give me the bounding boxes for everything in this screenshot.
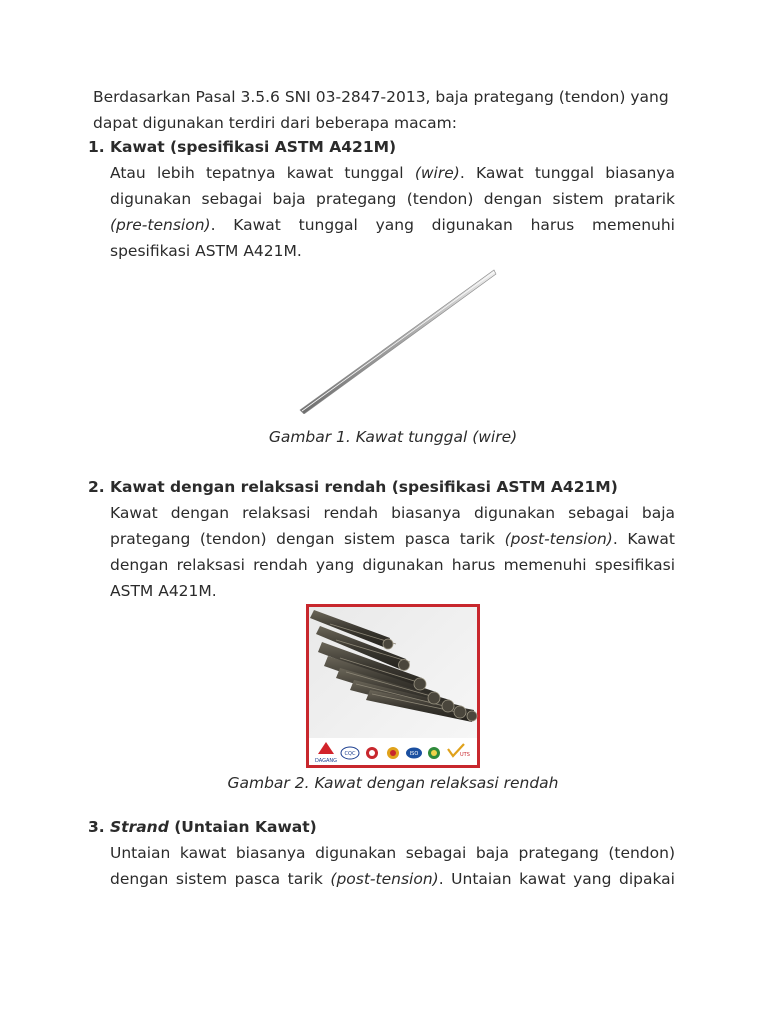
intro-line-1: Berdasarkan Pasal 3.5.6 SNI 03-2847-2013, baja prategang (tendon) yang	[93, 88, 669, 106]
section-3-heading	[88, 814, 317, 840]
iso-logo-icon	[406, 748, 422, 759]
section-1-paragraph	[110, 160, 675, 264]
low-relaxation-wire-image	[306, 604, 480, 768]
section-2-heading	[88, 474, 618, 500]
section-2-paragraph	[110, 500, 675, 604]
section-3-title-italic: Strand	[110, 818, 169, 836]
single-wire-image	[298, 268, 498, 414]
red-seal-icon	[366, 747, 378, 759]
section-1-line-2: digunakan sebagai baja prategang (tendon) dengan sistem pratarik	[110, 190, 675, 208]
section-3-title-rest: (Untaian Kawat)	[168, 818, 317, 836]
gold-seal-icon	[387, 747, 399, 759]
section-1-number: 1.	[88, 138, 105, 156]
section-2-number: 2.	[88, 478, 105, 496]
section-3-paragraph	[110, 840, 675, 892]
svg-text:DAGANG: DAGANG	[314, 758, 338, 764]
cqc-logo-icon	[341, 747, 359, 759]
intro-line-2: dapat digunakan terdiri dari beberapa macam:	[93, 114, 457, 132]
section-1-heading	[88, 134, 396, 160]
figure-1-caption: Gambar 1. Kawat tunggal (wire)	[268, 428, 518, 446]
section-2-title: Kawat dengan relaksasi rendah (spesifikasi ASTM A421M)	[110, 478, 618, 496]
section-3-line-2: dengan sistem pasca tarik (post-tension). Untaian kawat yang dipakai	[110, 870, 675, 888]
svg-text:UTS: UTS	[460, 752, 470, 758]
svg-text:ISO: ISO	[409, 751, 419, 757]
section-2-line-3: dengan relaksasi rendah yang digunakan harus memenuhi spesifikasi	[110, 556, 675, 574]
section-3-line-1: Untaian kawat biasanya digunakan sebagai baja prategang (tendon)	[110, 844, 675, 862]
intro-paragraph	[93, 84, 676, 136]
section-1-line-3: (pre-tension). Kawat tunggal yang digunakan harus memenuhi	[110, 216, 675, 234]
section-1-line-4: spesifikasi ASTM A421M.	[110, 242, 302, 260]
section-2-line-1: Kawat dengan relaksasi rendah biasanya digunakan sebagai baja	[110, 504, 675, 522]
section-2-line-4: ASTM A421M.	[110, 582, 217, 600]
section-3-number: 3.	[88, 818, 105, 836]
svg-text:CQC: CQC	[344, 751, 356, 757]
figure-2-caption: Gambar 2. Kawat dengan relaksasi rendah	[227, 774, 559, 792]
section-1-title: Kawat (spesifikasi ASTM A421M)	[110, 138, 397, 156]
section-1-line-1: Atau lebih tepatnya kawat tunggal (wire). Kawat tunggal biasanya	[110, 164, 675, 182]
section-2-line-2: prategang (tendon) dengan sistem pasca tarik (post-tension). Kawat	[110, 530, 675, 548]
green-seal-icon	[428, 747, 440, 759]
